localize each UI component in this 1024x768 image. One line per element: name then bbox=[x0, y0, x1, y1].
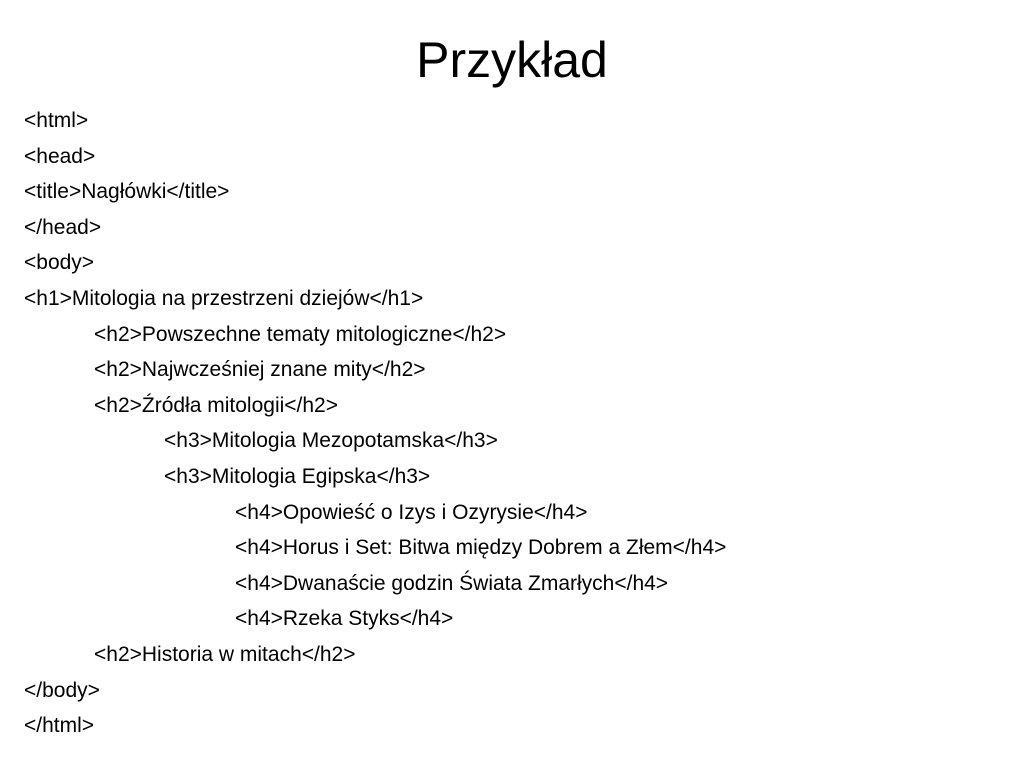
code-line: <h4>Rzeka Styks</h4> bbox=[235, 607, 454, 631]
code-line: <h1>Mitologia na przestrzeni dziejów</h1> bbox=[24, 286, 424, 310]
code-line: </html> bbox=[24, 714, 95, 738]
code-line: <head> bbox=[24, 144, 96, 168]
code-line: <h3>Mitologia Egipska</h3> bbox=[164, 464, 431, 488]
slide-title: Przykład bbox=[416, 32, 608, 88]
code-line: <html> bbox=[24, 109, 89, 132]
code-line: <h4>Horus i Set: Bitwa między Dobrem a Złem</h4> bbox=[235, 536, 727, 560]
code-line: <h2>Historia w mitach</h2> bbox=[94, 642, 356, 666]
code-line: <body> bbox=[24, 251, 95, 275]
code-line: <h2>Najwcześniej znane mity</h2> bbox=[94, 358, 426, 382]
code-line: </head> bbox=[24, 215, 102, 239]
code-line: <h2>Źródła mitologii</h2> bbox=[94, 393, 338, 417]
code-line: <h4>Opowieść o Izys i Ozyrysie</h4> bbox=[235, 500, 588, 524]
code-line: </body> bbox=[24, 678, 100, 702]
code-line: <title>Nagłówki</title> bbox=[24, 180, 230, 204]
code-listing bbox=[24, 103, 726, 744]
code-line: <h2>Powszechne tematy mitologiczne</h2> bbox=[94, 322, 507, 346]
code-line: <h3>Mitologia Mezopotamska</h3> bbox=[164, 429, 498, 453]
code-line: <h4>Dwanaście godzin Świata Zmarłych</h4> bbox=[235, 571, 669, 595]
